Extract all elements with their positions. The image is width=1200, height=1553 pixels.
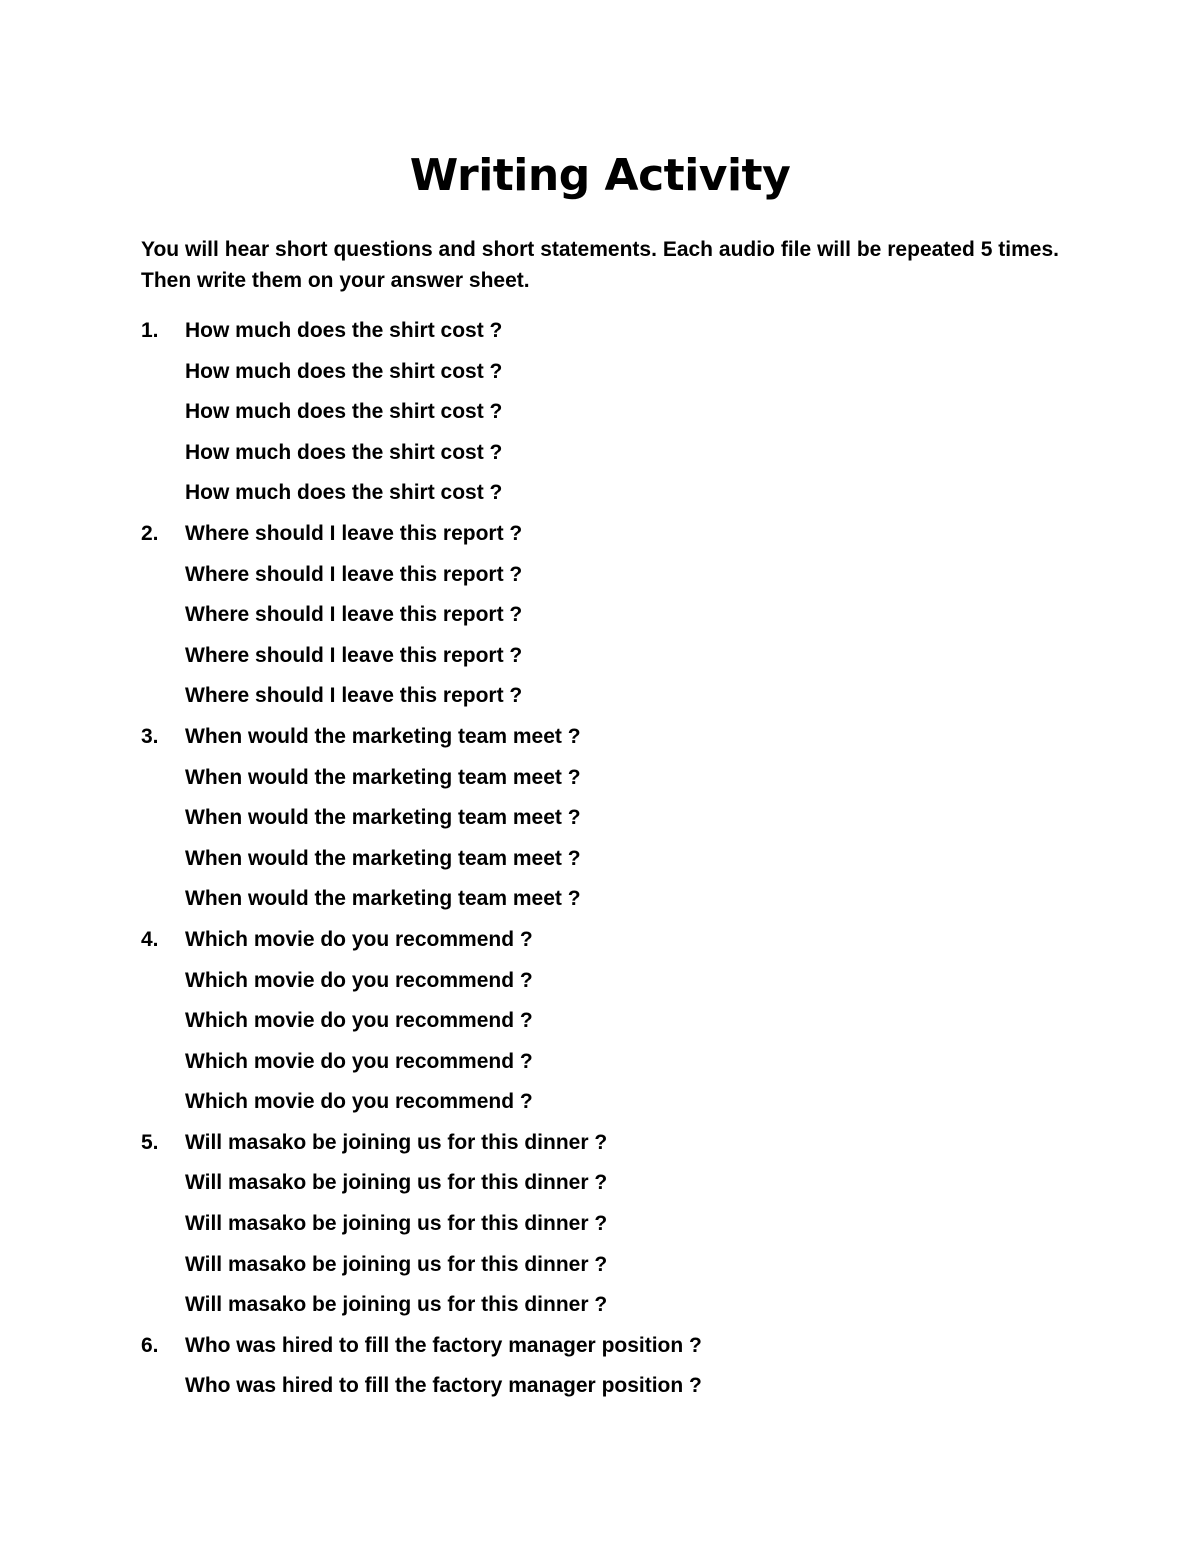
list-item [141, 720, 1059, 923]
question-text: Which movie do you recommend ? [185, 968, 533, 992]
question-text: Who was hired to fill the factory manager position ? [185, 1374, 702, 1398]
question-line [141, 720, 1059, 761]
question-text: Which movie do you recommend ? [185, 927, 533, 951]
question-line [141, 517, 1059, 558]
question-text: When would the marketing team meet ? [185, 846, 581, 870]
question-text: Will masako be joining us for this dinner ? [185, 1130, 608, 1154]
question-text: Will masako be joining us for this dinner ? [185, 1212, 608, 1236]
question-line [141, 598, 1059, 639]
question-text: When would the marketing team meet ? [185, 887, 581, 911]
item-number: 1. [141, 319, 159, 342]
question-line [141, 882, 1059, 923]
question-line [141, 314, 1059, 355]
question-line [141, 1288, 1059, 1329]
question-line [141, 1166, 1059, 1207]
list-item [141, 314, 1059, 517]
question-line [141, 761, 1059, 802]
question-line [141, 1369, 1059, 1410]
question-text: Who was hired to fill the factory manager position ? [185, 1333, 702, 1357]
question-list [141, 314, 1059, 1410]
question-text: How much does the shirt cost ? [185, 481, 503, 505]
question-line [141, 1329, 1059, 1370]
page-title: Writing Activity [409, 150, 791, 201]
question-text: Where should I leave this report ? [185, 521, 523, 545]
question-text: Where should I leave this report ? [185, 643, 523, 667]
question-text: How much does the shirt cost ? [185, 359, 503, 383]
question-text: Where should I leave this report ? [185, 684, 523, 708]
instructions-paragraph: You will hear short questions and short statements. Each audio file will be repeated 5 times. Then write them on your answer sheet. [141, 238, 1059, 292]
question-line [141, 476, 1059, 517]
item-number: 3. [141, 724, 159, 748]
question-text: Which movie do you recommend ? [185, 1009, 533, 1033]
question-line [141, 355, 1059, 396]
question-text: Which movie do you recommend ? [185, 1090, 533, 1114]
question-text: Will masako be joining us for this dinner ? [185, 1252, 608, 1276]
question-text: Will masako be joining us for this dinner ? [185, 1293, 608, 1317]
question-line [141, 1004, 1059, 1045]
question-line [141, 679, 1059, 720]
question-text: When would the marketing team meet ? [185, 806, 581, 830]
question-text: How much does the shirt cost ? [185, 440, 503, 464]
question-line [141, 1045, 1059, 1086]
question-line [141, 1126, 1059, 1167]
question-line [141, 395, 1059, 436]
question-text: How much does the shirt cost ? [185, 400, 503, 424]
list-item [141, 923, 1059, 1126]
question-line [141, 842, 1059, 883]
question-line [141, 558, 1059, 599]
question-line [141, 1085, 1059, 1126]
question-text: Where should I leave this report ? [185, 562, 523, 586]
question-line [141, 1248, 1059, 1289]
question-text: When would the marketing team meet ? [185, 724, 581, 748]
question-text: When would the marketing team meet ? [185, 765, 581, 789]
item-number: 4. [141, 927, 159, 951]
question-line [141, 639, 1059, 680]
question-text: Which movie do you recommend ? [185, 1049, 533, 1073]
item-number: 2. [141, 521, 159, 545]
question-line [141, 436, 1059, 477]
question-line [141, 923, 1059, 964]
question-text: Where should I leave this report ? [185, 603, 523, 627]
question-line [141, 1207, 1059, 1248]
item-number: 6. [141, 1333, 159, 1357]
list-item [141, 1126, 1059, 1329]
question-text: How much does the shirt cost ? [185, 319, 503, 342]
question-line [141, 964, 1059, 1005]
question-line [141, 801, 1059, 842]
item-number: 5. [141, 1130, 159, 1154]
question-text: Will masako be joining us for this dinner ? [185, 1171, 608, 1195]
list-item [141, 1329, 1059, 1410]
list-item [141, 517, 1059, 720]
